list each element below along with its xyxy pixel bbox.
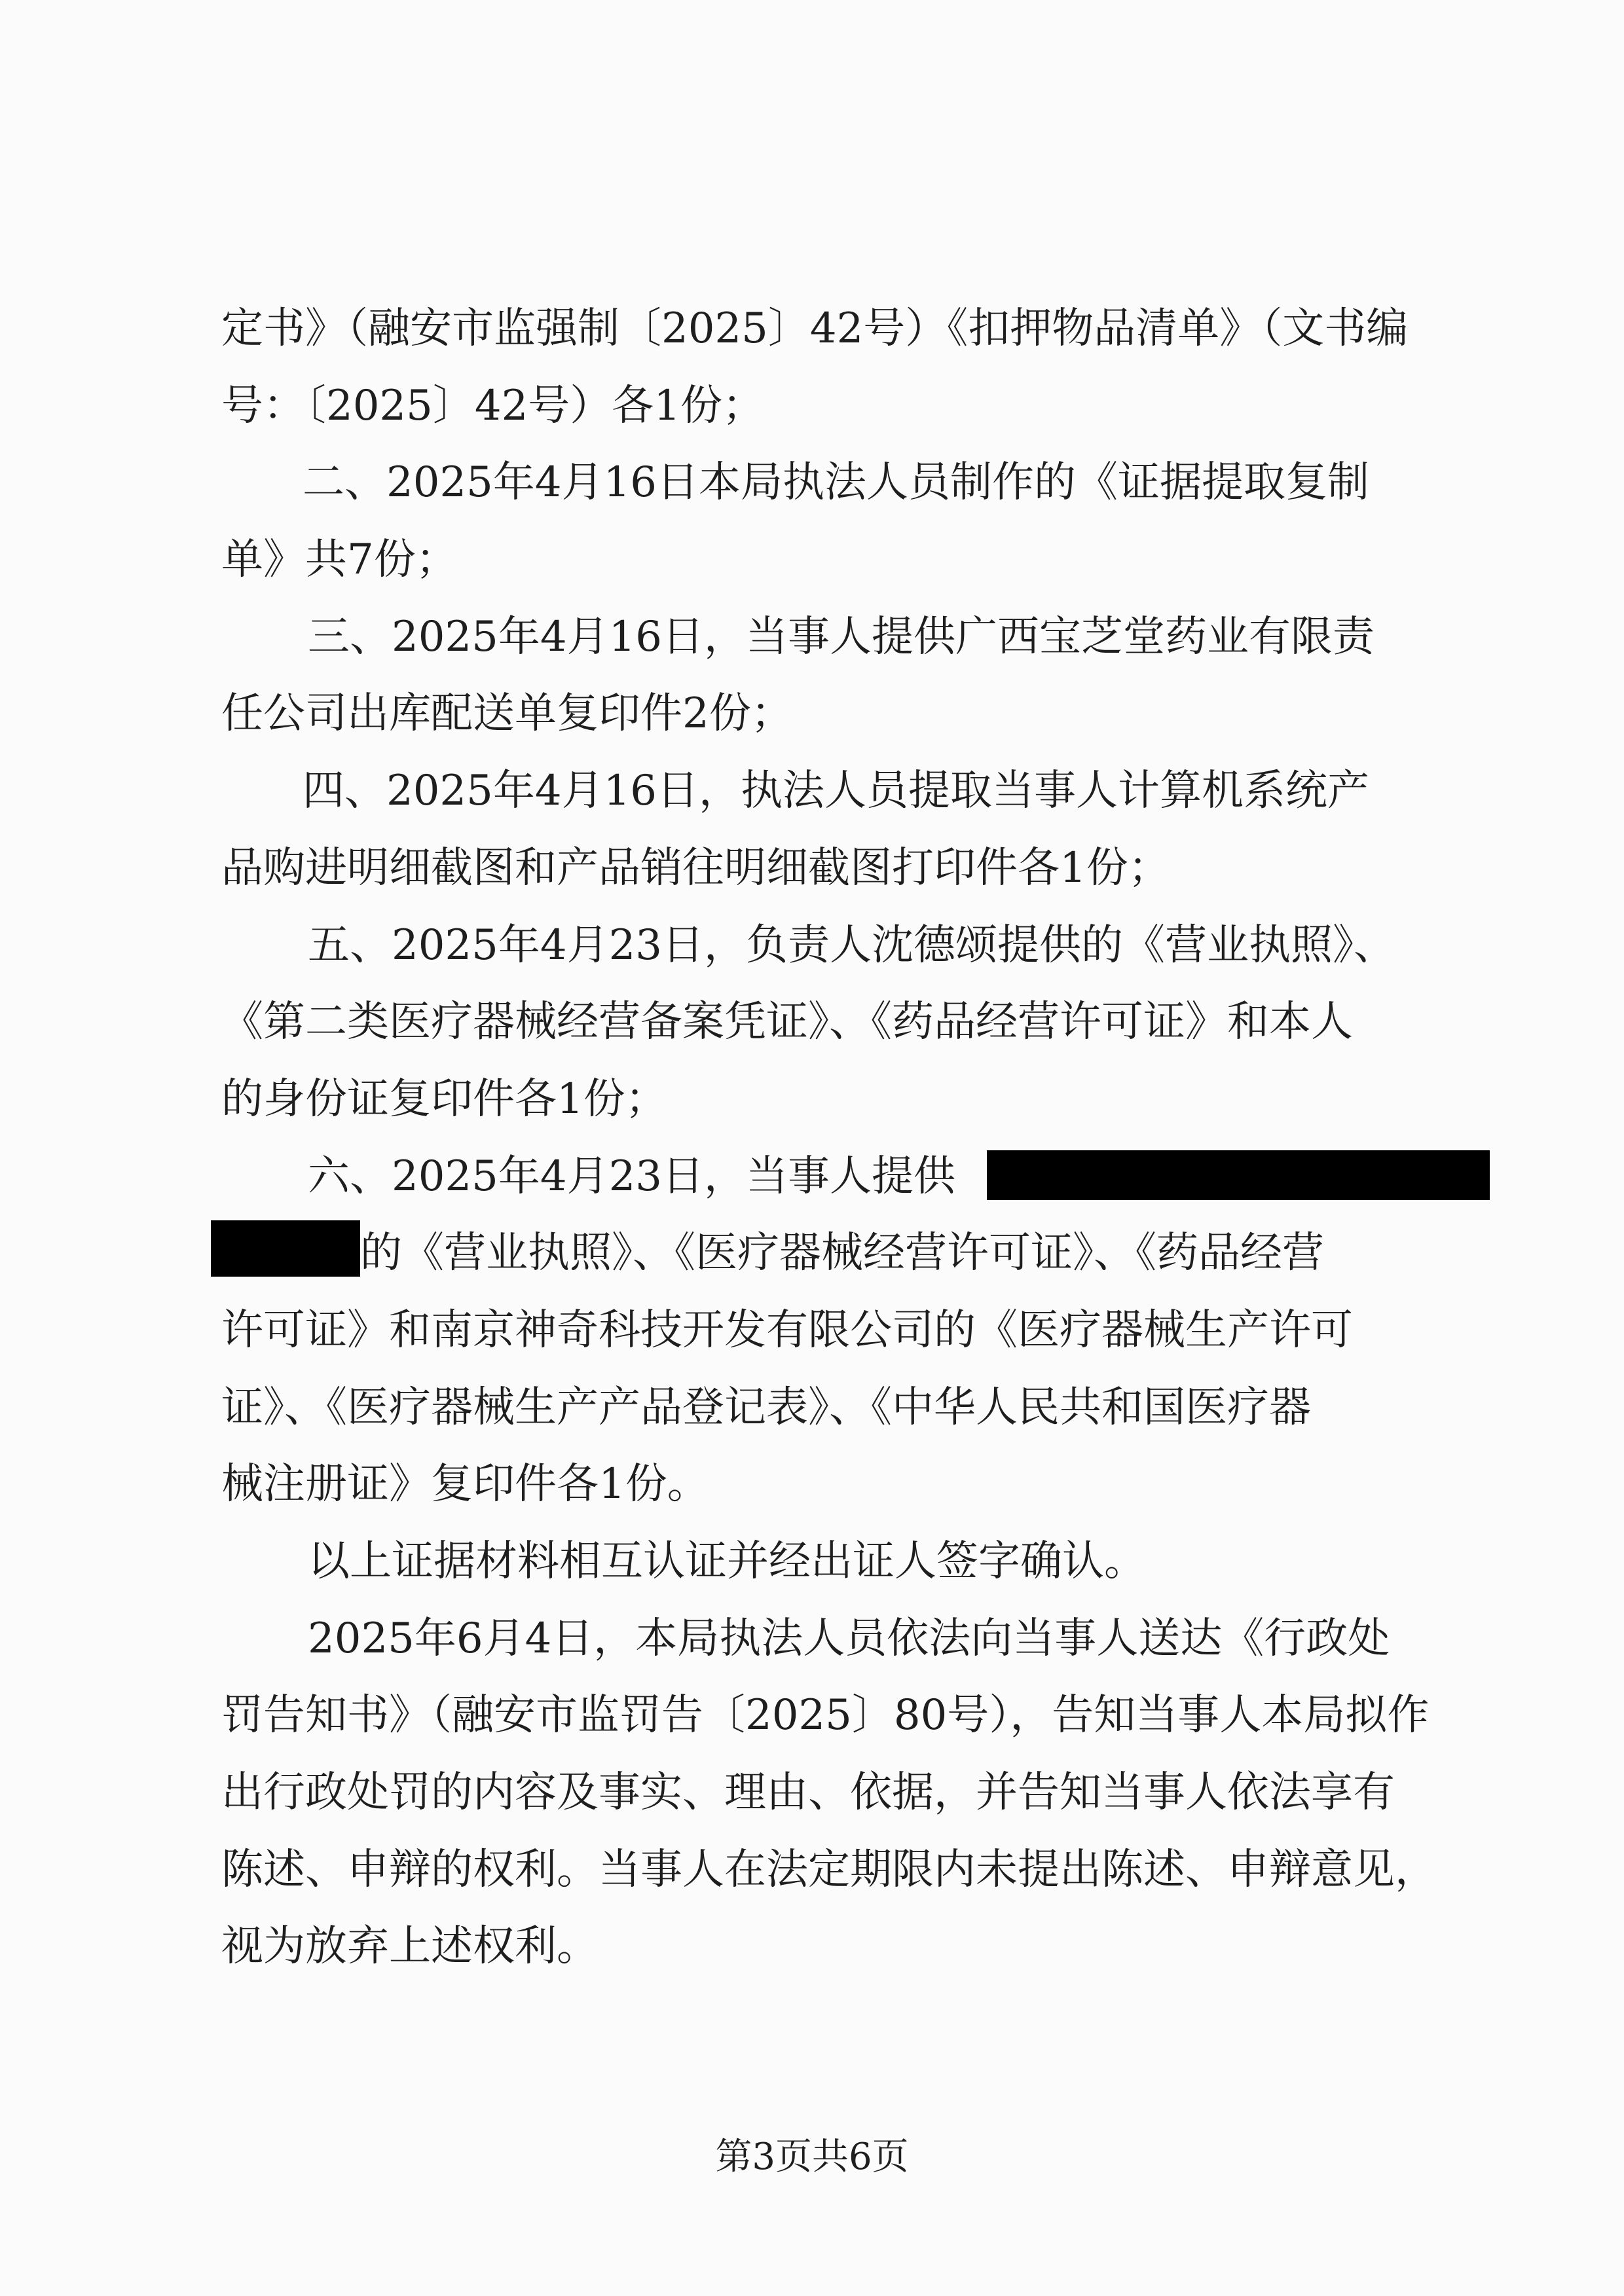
text-line: 罚告知书》（融安市监罚告〔2025〕80号），告知当事人本局拟作 <box>221 1691 1430 1740</box>
text-line: 任公司出库配送单复印件2份； <box>221 689 793 738</box>
text-line: 视为放弃上述权利。 <box>221 1922 599 1971</box>
text-line: 出行政处罚的内容及事实、理由、依据，并告知当事人依法享有 <box>221 1768 1395 1817</box>
text-line: 陈述、申辩的权利。当事人在法定期限内未提出陈述、申辩意见， <box>221 1846 1437 1894</box>
text-line: 2025年6月4日，本局执法人员依法向当事人送达《行政处 <box>308 1614 1390 1663</box>
text-line: 单》共7份； <box>221 536 458 584</box>
text-line: 的身份证复印件各1份； <box>221 1075 667 1123</box>
text-line: 《第二类医疗器械经营备案凭证》、《药品经营许可证》和本人 <box>221 998 1353 1046</box>
text-line: 械注册证》复印件各1份。 <box>221 1460 709 1508</box>
text-line: 证》、《医疗器械生产产品登记表》、《中华人民共和国医疗器 <box>221 1383 1311 1432</box>
text-line: 的《营业执照》、《医疗器械经营许可证》、《药品经营 <box>360 1229 1324 1277</box>
redaction-box <box>211 1220 360 1277</box>
text-line: 号：〔2025〕42号）各1份； <box>221 382 765 430</box>
text-line: 三、2025年4月16日，当事人提供广西宝芝堂药业有限责 <box>308 613 1375 661</box>
text-line: 五、2025年4月23日，负责人沈德颂提供的《营业执照》、 <box>308 921 1396 970</box>
page-number: 第3页共6页 <box>715 2136 909 2178</box>
text-line: 六、2025年4月23日，当事人提供 <box>308 1152 956 1201</box>
text-line: 二、2025年4月16日本局执法人员制作的《证据提取复制 <box>303 458 1370 507</box>
text-line: 四、2025年4月16日，执法人员提取当事人计算机系统产 <box>303 767 1370 815</box>
text-line: 品购进明细截图和产品销往明细截图打印件各1份； <box>221 844 1170 892</box>
redaction-box <box>987 1150 1490 1200</box>
text-line: 许可证》和南京神奇科技开发有限公司的《医疗器械生产许可 <box>221 1306 1353 1355</box>
text-line: 定书》（融安市监强制〔2025〕42号）《扣押物品清单》（文书编 <box>221 304 1409 353</box>
text-line: 以上证据材料相互认证并经出证人签字确认。 <box>308 1537 1146 1586</box>
